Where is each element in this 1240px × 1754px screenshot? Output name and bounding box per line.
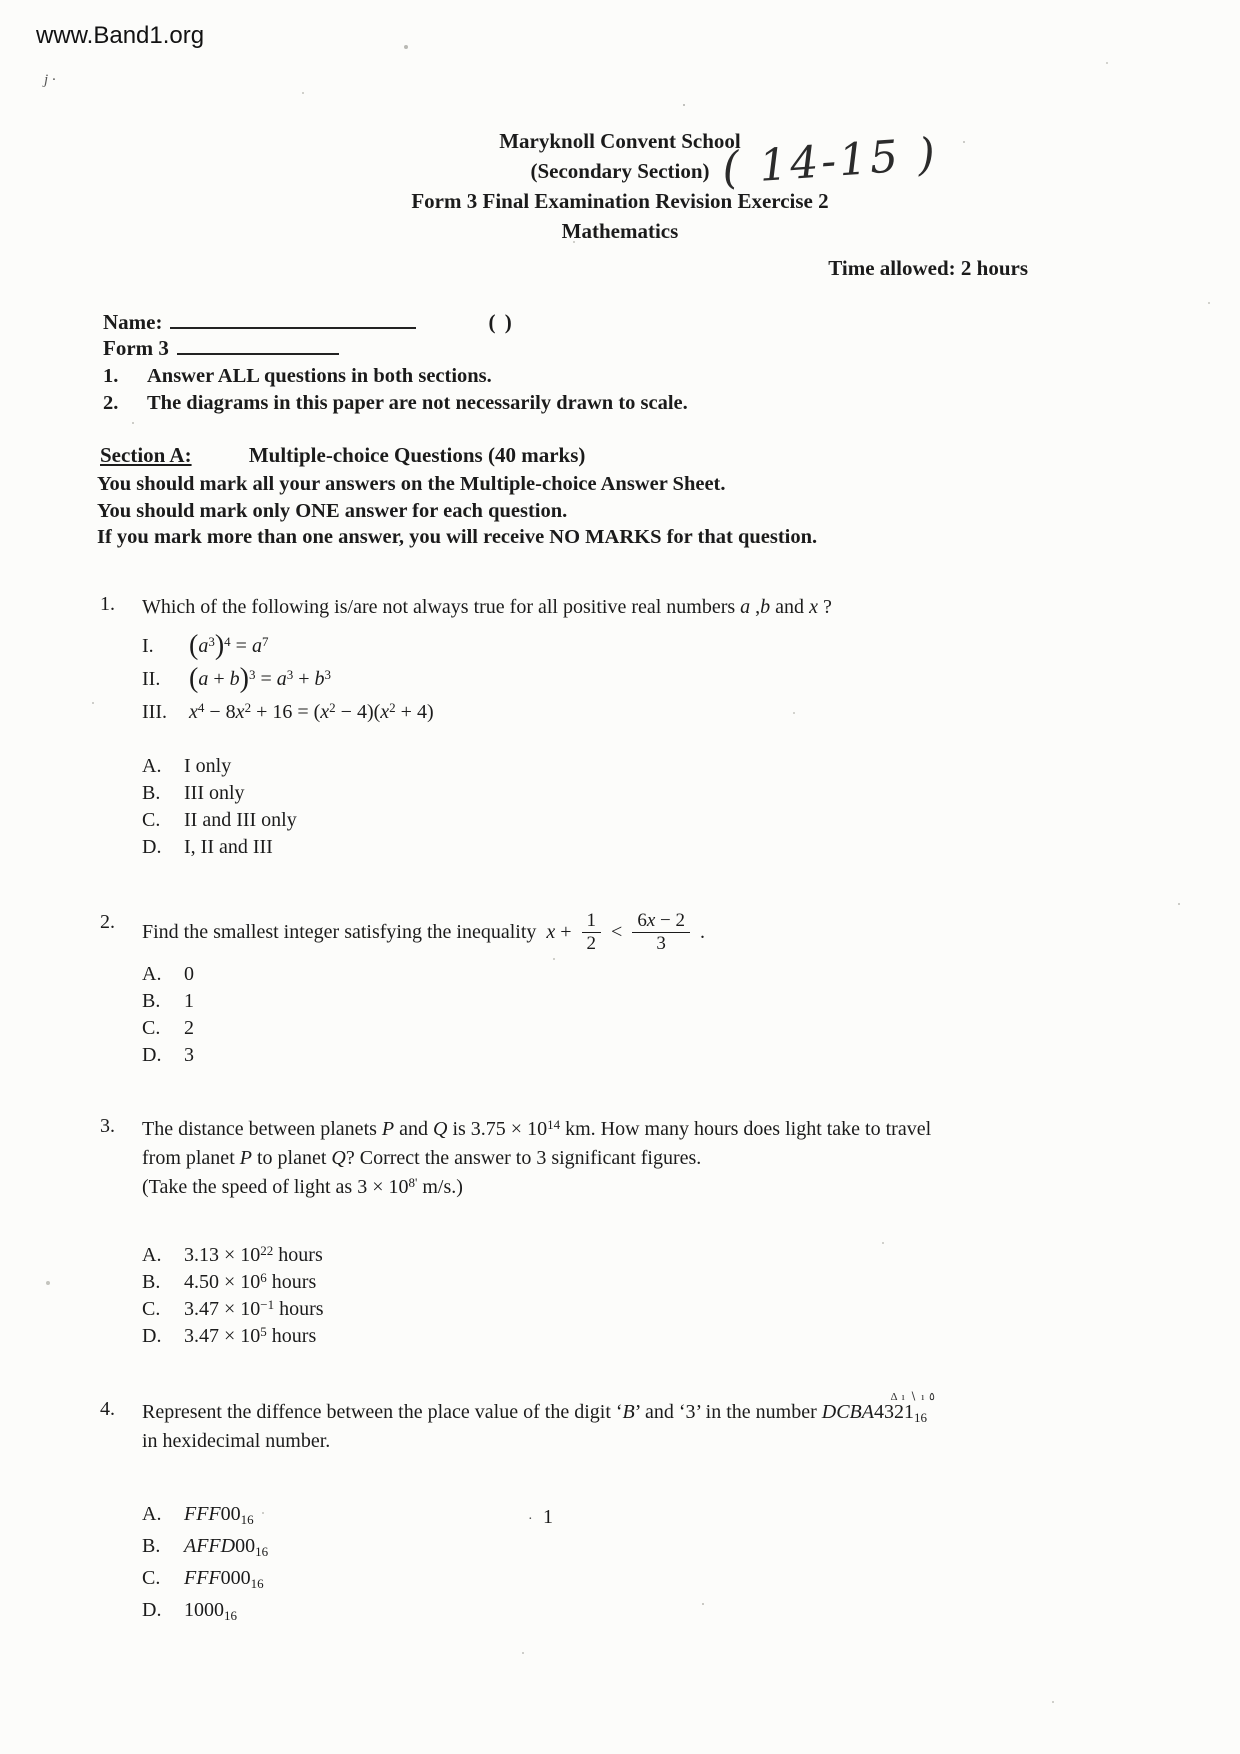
option-body: $4.50 \times 10^6$ hours [184,1270,317,1294]
option-body: $1000_{16}$ [184,1599,237,1624]
option-label: D. [142,835,162,858]
option-label: D. [142,1599,162,1622]
option-body: 0 [184,963,194,986]
option-A [142,961,1150,988]
option-B [142,1269,1150,1296]
question-head [100,911,1150,956]
section-a-note: You should mark all your answers on the Multiple-choice Answer Sheet. [97,473,726,495]
question-4 [100,1391,1150,1626]
option-D [142,1323,1150,1350]
option-body: $3.47 \times 10^5$ hours [184,1324,317,1348]
school-section: (Secondary Section) [530,159,710,183]
option-label: A. [142,963,162,986]
option-A [142,753,1150,780]
option-label: C. [142,1017,161,1040]
form-label: Form 3 [103,336,169,360]
question-options [142,1242,1150,1350]
option-label: B. [142,781,161,804]
instruction-text: Answer ALL questions in both sections. [147,365,492,387]
section-a-heading [100,443,1240,468]
option-body: I only [184,754,232,777]
question-text: Represent the diffence between the place value of the digit ‘B’ and ‘3’ in the number Δ ı ∖ ı ٥ $DCBA4321_{16}$ in hexidecimal number. [142,1391,935,1453]
student-info [103,309,1240,361]
section-a-note: You should mark only ONE answer for each question. [97,499,568,522]
section-a-title: Multiple-choice Questions (40 marks) [248,443,586,467]
statement [142,663,1150,696]
instruction-text: The diagrams in this paper are not necessarily drawn to scale. [147,391,688,414]
option-D [142,834,1150,861]
watermark: www.Band1.org [36,22,205,49]
scan-noise [0,0,2,2]
option-label: B. [142,1535,161,1558]
option-body: $3.47 \times 10^{-1}$ hours [184,1297,324,1321]
section-a-notes [97,471,1240,551]
statement-label: I. [142,634,154,657]
option-B [142,988,1150,1015]
option-body: I, II and III [184,835,273,858]
option-D [142,1594,1150,1626]
option-C [142,1015,1150,1042]
option-label: C. [142,1567,161,1590]
option-label: A. [142,1503,162,1526]
option-D [142,1042,1150,1069]
statement-label: II. [142,667,161,690]
option-body: $FFF00_{16}$ [184,1503,254,1528]
option-C [142,1562,1150,1594]
option-body: 2 [184,1017,194,1040]
option-label: C. [142,808,161,831]
school-name: Maryknoll Convent School [499,129,741,153]
question-head [100,593,1150,622]
question-head [100,1391,1150,1456]
option-C [142,1296,1150,1323]
option-label: A. [142,1244,162,1267]
statement-body: $(a + b)^3 = a^3 + b^3$ [189,663,331,694]
option-body: 3 [184,1044,194,1067]
option-body: $FFF000_{16}$ [184,1567,264,1592]
exam-title: Form 3 Final Examination Revision Exercise 2 [411,189,829,213]
name-row [103,309,1240,335]
option-B [142,1530,1150,1562]
instruction-number: 2. [103,391,119,414]
statement-body: $x^4 - 8x^2 + 16 = (x^2 - 4)(x^2 + 4)$ [189,699,434,723]
option-A [142,1242,1150,1269]
name-blank-line [170,314,416,329]
option-body: III only [184,781,245,804]
section-a-label: Section A: [100,443,192,467]
page-number: 1 [543,1506,553,1528]
question-options [142,753,1150,861]
question-text: Which of the following is/are not always true for all positive real numbers a ,b and x ? [142,595,832,618]
question-number: 2. [100,910,115,933]
statement [142,696,1150,729]
statement [142,630,1150,663]
question-3 [100,1115,1150,1350]
option-label: B. [142,1271,161,1294]
question-1 [100,593,1150,861]
instruction-item [103,363,1240,390]
subject-title: Mathematics [561,219,679,243]
handwritten-year: ( 14-15 ) [720,128,940,195]
option-label: D. [142,1325,162,1348]
question-number: 1. [100,592,115,615]
question-options [142,1498,1150,1626]
question-options [142,961,1150,1069]
option-label: D. [142,1044,162,1067]
instruction-number: 1. [103,365,119,387]
section-a-note: If you mark more than one answer, you will receive NO MARKS for that question. [97,526,818,548]
statement-body: $(a^3)^4 = a^7$ [189,630,269,661]
instruction-item [103,390,1240,417]
question-text: The distance between planets P and Q is $3.75 \times 10^{14}$ km. How many hours does light take to travel from planet P to planet Q? Correct the answer to 3 significant figures. (Take the speed of light as $3 \times 10^{8'}$ m/s.) [142,1117,932,1199]
option-B [142,780,1150,807]
option-label: C. [142,1298,161,1321]
name-label: Name: [103,310,163,334]
option-body: 1 [184,990,194,1013]
statement-label: III. [142,700,167,723]
option-label: A. [142,754,162,777]
question-2 [100,911,1150,1070]
option-body: $3.13 \times 10^{22}$ hours [184,1243,323,1267]
question-statements [142,630,1150,729]
scan-artifact: j · [44,72,56,88]
option-label: B. [142,990,161,1013]
question-number: 4. [100,1398,115,1421]
page-number-dot: · [528,1512,533,1527]
option-C [142,807,1150,834]
form-blank-line [177,340,339,355]
option-A [142,1498,1150,1530]
option-body: $AFFD00_{16}$ [184,1535,269,1560]
question-number: 3. [100,1115,115,1138]
form-row [103,335,1240,361]
question-text: Find the smallest integer satisfying the inequality x + $\frac{1}{2}$ < $\frac{6x - 2}{3}$ . [142,909,705,955]
class-number-brackets: ( ) [488,310,514,334]
option-body: II and III only [184,808,297,831]
general-instructions [103,363,1240,416]
question-head [100,1115,1150,1202]
time-allowed: Time allowed: 2 hours [828,256,1028,280]
